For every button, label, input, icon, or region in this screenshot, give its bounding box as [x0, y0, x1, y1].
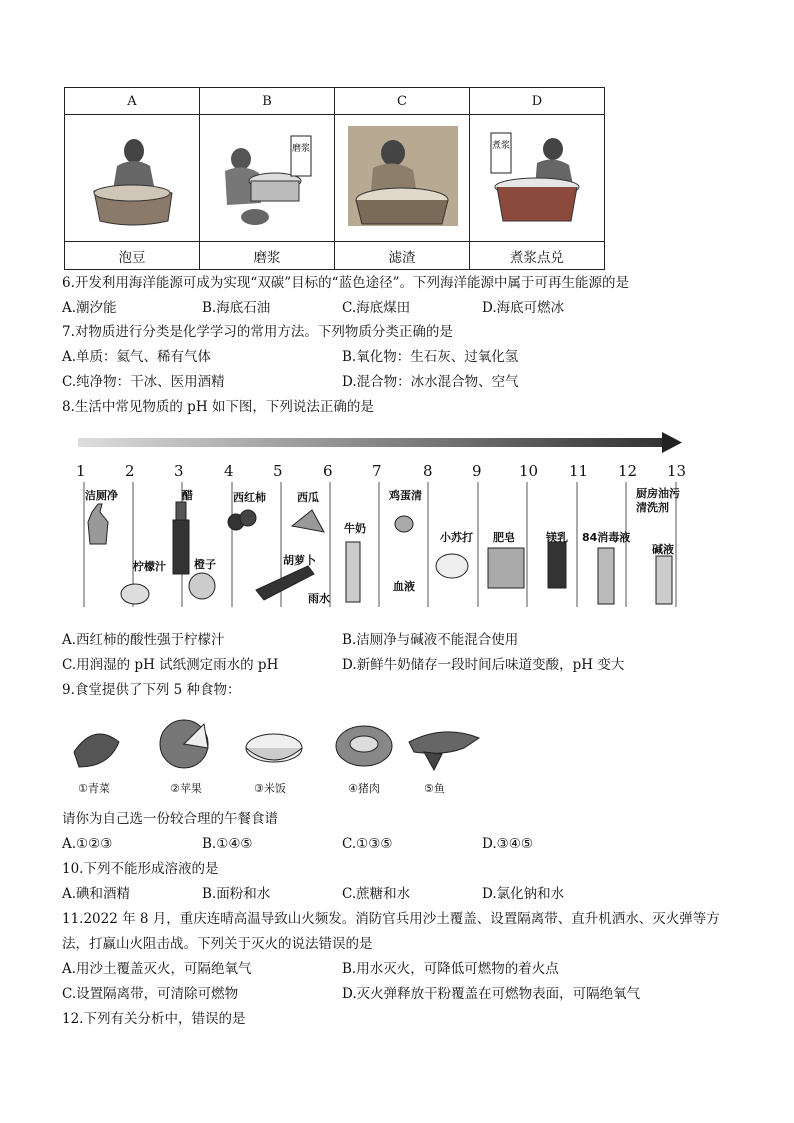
disinfectant-bottle-icon — [598, 548, 614, 604]
q9-option-b: B.①④⑤ — [202, 836, 253, 852]
soap-icon — [488, 548, 524, 588]
ph-number: 12 — [618, 462, 638, 480]
question-6-stem: 6.开发利用海洋能源可成为实现“双碳”目标的“蓝色途径”。下列海洋能源中属于可再生能源的是 — [62, 275, 629, 291]
table-caption-a: 泡豆 — [65, 242, 200, 270]
label-watermelon: 西瓜 — [297, 491, 319, 504]
label-milk: 牛奶 — [344, 522, 366, 535]
fish-icon — [409, 732, 479, 753]
ph-number: 7 — [372, 462, 382, 480]
table-header-c: C — [335, 88, 470, 115]
q7-option-a: A.单质：氦气、稀有气体 — [62, 349, 212, 365]
question-8-stem: 8.生活中常见物质的 pH 如下图，下列说法正确的是 — [62, 399, 374, 415]
ph-number: 5 — [273, 462, 283, 480]
ph-number: 13 — [667, 462, 687, 480]
table-caption-d: 煮浆点兑 — [470, 242, 605, 270]
label-vinegar: 醋 — [182, 489, 193, 502]
ph-number: 9 — [472, 462, 482, 480]
q7-option-d: D.混合物：冰水混合物、空气 — [342, 374, 519, 390]
vinegar-bottle-icon — [176, 502, 186, 520]
ph-number: 4 — [224, 462, 234, 480]
grinding-pulp-picture — [200, 115, 335, 242]
table-caption-b: 磨浆 — [200, 242, 335, 270]
question-9-ask: 请你为自己选一份较合理的午餐食谱 — [62, 811, 278, 827]
milk-bottle-icon — [346, 542, 360, 602]
table-header-b: B — [200, 88, 335, 115]
grinding-sign-text: 磨浆 — [291, 144, 311, 154]
lye-bottle-icon — [656, 556, 672, 604]
foods-figure — [64, 712, 484, 782]
q8-option-d: D.新鲜牛奶储存一段时间后味道变酸，pH 变大 — [342, 657, 625, 673]
ph-number: 6 — [323, 462, 333, 480]
question-10-stem: 10.下列不能形成溶液的是 — [62, 861, 219, 877]
ph-number: 8 — [423, 462, 433, 480]
q10-option-a: A.碘和酒精 — [62, 886, 131, 902]
label-tomato: 西红柿 — [233, 491, 266, 504]
q11-option-c: C.设置隔离带，可清除可燃物 — [62, 986, 239, 1002]
lemon-icon — [121, 584, 149, 604]
q8-option-a: A.西红柿的酸性强于柠檬汁 — [62, 632, 225, 648]
watermelon-icon — [292, 510, 324, 532]
question-11-stem-line2: 法，打赢山火阻击战。下列关于灭火的说法错误的是 — [62, 936, 373, 952]
ph-number: 1 — [76, 462, 86, 480]
q11-option-a: A.用沙土覆盖灭火，可隔绝氧气 — [62, 961, 252, 977]
food-caption-fish: ⑤鱼 — [424, 782, 445, 795]
ph-number: 2 — [125, 462, 135, 480]
boiling-sign-text: 煮浆 — [491, 141, 511, 151]
filtering-residue-picture — [335, 115, 470, 242]
q7-option-b: B.氧化物：生石灰、过氧化氢 — [342, 349, 519, 365]
food-caption-greens: ①青菜 — [78, 782, 110, 795]
q8-option-b: B.洁厕净与碱液不能混合使用 — [342, 632, 519, 648]
ph-number: 3 — [174, 462, 184, 480]
label-carrot: 胡萝卜 — [283, 554, 316, 567]
q10-option-b: B.面粉和水 — [202, 886, 271, 902]
q7-option-c: C.纯净物：干冰、医用酒精 — [62, 374, 225, 390]
soaking-beans-picture — [65, 115, 200, 242]
label-magnesia: 镁乳 — [546, 531, 568, 544]
boiling-pulp-picture — [470, 115, 605, 242]
label-lye: 碱液 — [652, 543, 674, 556]
toilet-cleaner-bottle-icon — [88, 504, 108, 544]
milk-of-magnesia-icon — [548, 542, 566, 588]
q10-option-c: C.蔗糖和水 — [342, 886, 411, 902]
food-caption-apple: ②苹果 — [170, 782, 202, 795]
food-caption-rice: ③米饭 — [254, 782, 286, 795]
q6-option-a: A.潮汐能 — [62, 300, 117, 316]
egg-white-icon — [395, 516, 413, 532]
label-84-disinfectant: 84消毒液 — [582, 531, 631, 544]
baking-soda-icon — [436, 554, 468, 578]
q9-option-c: C.①③⑤ — [342, 836, 393, 852]
label-soap: 肥皂 — [493, 531, 515, 544]
ph-number: 10 — [519, 462, 539, 480]
label-orange: 橙子 — [194, 558, 216, 571]
q6-option-b: B.海底石油 — [202, 300, 271, 316]
label-kitchen-cleaner: 厨房油污清洗剂 — [636, 487, 680, 514]
tofu-process-table — [64, 87, 605, 270]
carrot-icon — [256, 566, 314, 600]
q11-option-d: D.灭火弹释放干粉覆盖在可燃物表面，可隔绝氧气 — [342, 986, 641, 1002]
table-header-d: D — [470, 88, 605, 115]
orange-icon — [189, 573, 215, 599]
q6-option-c: C.海底煤田 — [342, 300, 411, 316]
table-caption-c: 滤渣 — [335, 242, 470, 270]
q8-option-c: C.用润湿的 pH 试纸测定雨水的 pH — [62, 657, 279, 673]
question-7-stem: 7.对物质进行分类是化学学习的常用方法。下列物质分类正确的是 — [62, 324, 453, 340]
label-rainwater: 雨水 — [308, 592, 330, 605]
label-egg-white: 鸡蛋清 — [389, 489, 422, 502]
question-9-stem: 9.食堂提供了下列 5 种食物： — [62, 682, 241, 698]
question-12-stem: 12.下列有关分析中，错误的是 — [62, 1011, 246, 1027]
food-caption-pork: ④猪肉 — [348, 782, 380, 795]
q10-option-d: D.氯化钠和水 — [482, 886, 565, 902]
label-toilet-cleaner: 洁厕净 — [85, 489, 118, 502]
table-header-a: A — [65, 88, 200, 115]
label-blood: 血液 — [393, 580, 415, 593]
q6-option-d: D.海底可燃冰 — [482, 300, 565, 316]
q9-option-d: D.③④⑤ — [482, 836, 533, 852]
ph-divider-lines — [78, 482, 688, 610]
q11-option-b: B.用水灭火，可降低可燃物的着火点 — [342, 961, 559, 977]
greens-icon — [74, 734, 119, 767]
label-baking-soda: 小苏打 — [440, 531, 473, 544]
question-11-stem-line1: 11.2022 年 8 月，重庆连晴高温导致山火频发。消防官兵用沙土覆盖、设置隔离带、直升机洒水、灭火弹等方 — [62, 911, 720, 927]
ph-number: 11 — [569, 462, 589, 480]
label-lemon-juice: 柠檬汁 — [133, 560, 166, 573]
ph-arrow — [78, 432, 682, 454]
q9-option-a: A.①②③ — [62, 836, 113, 852]
